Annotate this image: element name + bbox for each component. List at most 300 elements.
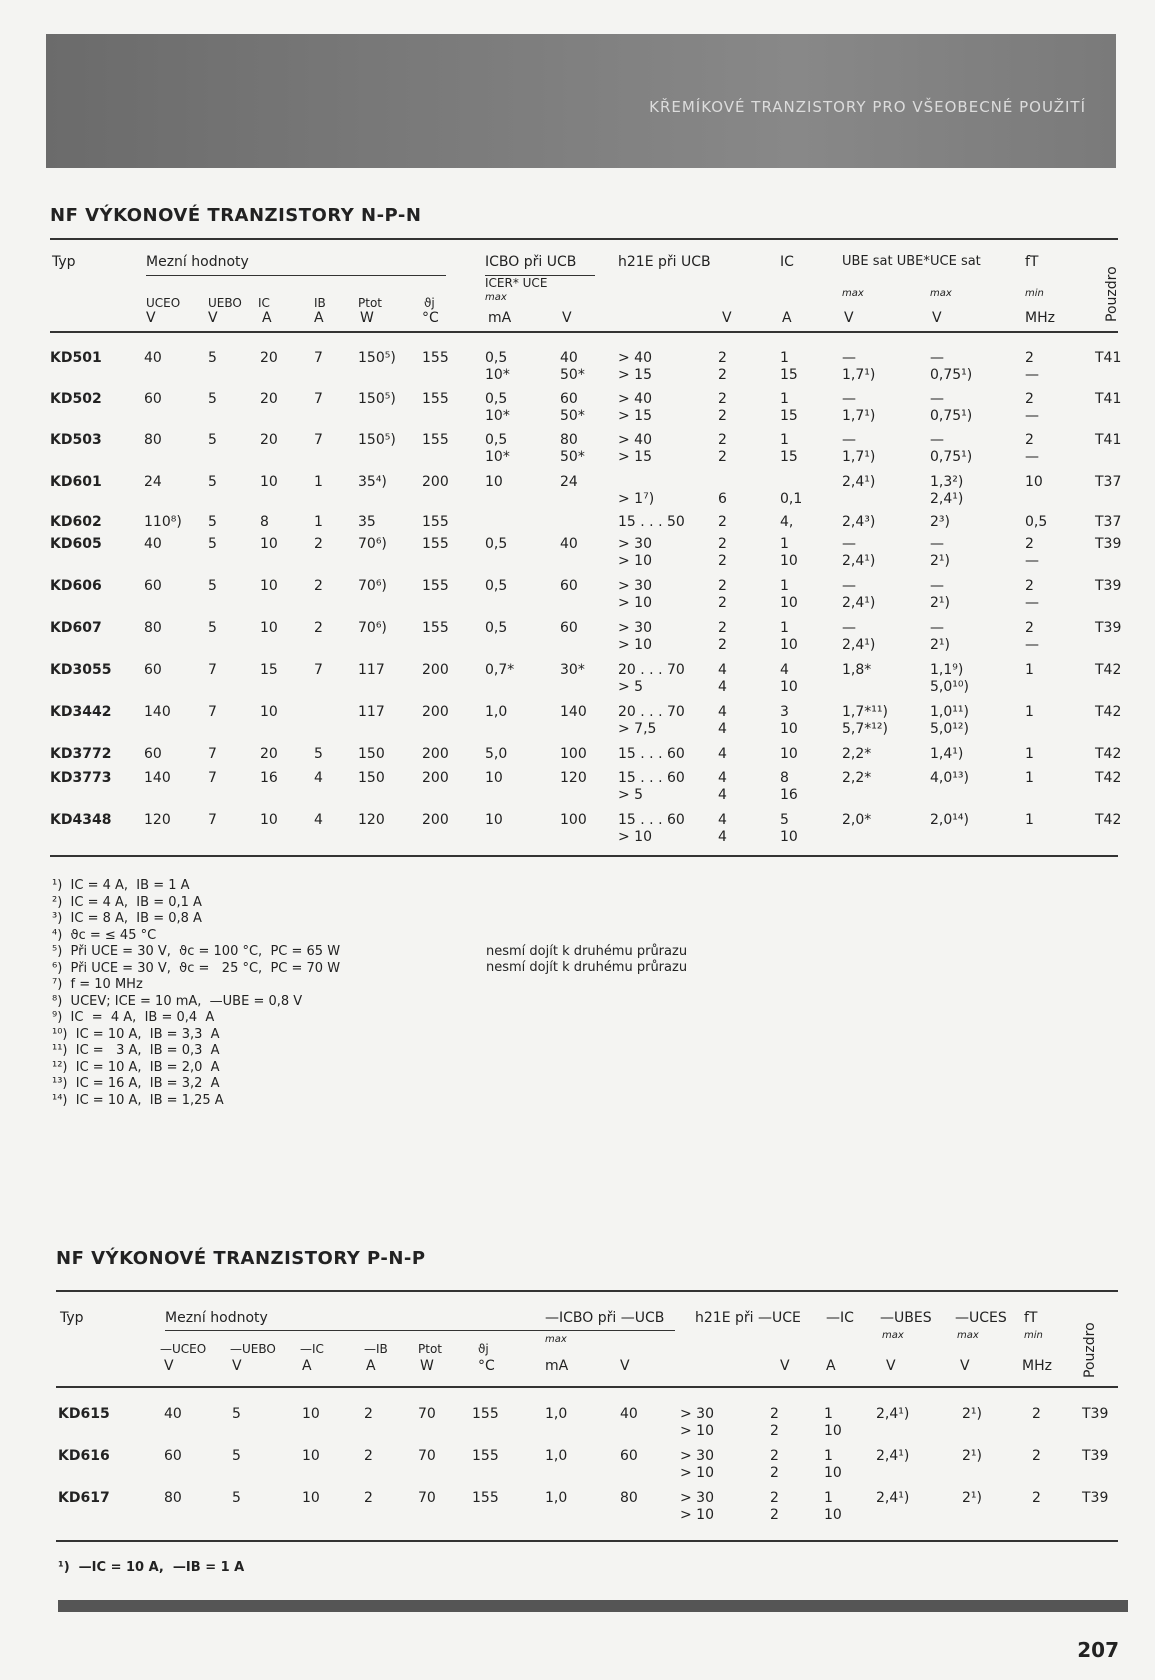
cell-ft: 2 — [1025,350,1039,383]
cell-tj: 155 [472,1406,499,1422]
cell-uce: — 2¹) [930,620,950,653]
cell-ube: — 2,4¹) [842,620,876,653]
cell-uh: 2 2 [770,1448,779,1481]
npn-hdr-icbo: ICBO při UCB [485,254,577,270]
cell-ib: 4 [314,812,323,828]
page-number: 207 [1077,1638,1119,1662]
cell-ube: 2,2* [842,746,872,762]
npn-hdr-mezni: Mezní hodnoty [146,254,249,270]
cell-uceo: 60 [144,746,162,762]
cell-ich: 4 10 [780,662,798,695]
cell-icbo: 0,5 [485,620,508,636]
cell-ib: 2 [314,620,323,636]
pnp-unit-4: W [420,1358,434,1374]
npn-hdr-ft: fT [1025,254,1039,270]
npn-top-rule [50,238,1118,240]
pnp-header-rule [56,1386,1118,1388]
cell-pouzdro: T41 [1095,432,1122,448]
cell-ich: 1 10 [824,1406,842,1439]
cell-h21e: > 30 > 10 [680,1406,714,1439]
npn-sub-uceo: UCEO [146,296,181,310]
cell-icbo: 0,5 [485,578,508,594]
cell-ich: 5 10 [780,812,798,845]
cell-uh: 2 2 [770,1406,779,1439]
pnp-sub-max1: max [545,1334,567,1345]
cell-uceo: 60 [164,1448,182,1464]
cell-ic: 16 [260,770,278,786]
cell-uebo: 5 [208,620,217,636]
cell-ft: 2 — [1025,391,1039,424]
cell-ic: 10 [302,1490,320,1506]
cell-uce: 2¹) [962,1448,982,1464]
npn-bottom-rule [50,855,1118,857]
cell-ich: 1 15 [780,432,798,465]
cell-uceo: 80 [164,1490,182,1506]
cell-ube: 2,4¹) [842,474,876,490]
pnp-hdr-ubes: —UBES [880,1310,932,1326]
pnp-unit-12: MHz [1022,1358,1052,1374]
cell-typ: KD4348 [50,812,112,828]
cell-ic: 20 [260,391,278,407]
cell-ube: 1,8* [842,662,872,678]
cell-h21e: > 30 > 10 [618,536,652,569]
pnp-sub-ib: —IB [364,1342,388,1356]
cell-uceo: 24 [144,474,162,490]
cell-ib: 7 [314,350,323,366]
cell-tj: 200 [422,812,449,828]
pnp-hdr-ic: —IC [826,1310,854,1326]
pnp-icbo-rule [545,1330,675,1331]
npn-unit-9: A [782,310,792,326]
cell-ptot: 35 [358,514,376,530]
cell-uebo: 5 [232,1406,241,1422]
footnote: ¹¹) IC = 3 A, IB = 0,3 A [52,1043,220,1058]
cell-ft: 2 — [1025,620,1039,653]
pnp-footnotes [58,1560,244,1577]
cell-h21e: > 30 > 10 [680,1448,714,1481]
footnote: ¹³) IC = 16 A, IB = 3,2 A [52,1076,220,1091]
cell-ucb: 60 [560,578,578,594]
cell-pouzdro: T37 [1095,514,1122,530]
cell-h21e: 15 . . . 60 > 5 [618,770,685,803]
cell-ube: 2,2* [842,770,872,786]
pnp-unit-10: V [886,1358,896,1374]
cell-ube: — 2,4¹) [842,578,876,611]
cell-uceo: 140 [144,770,171,786]
cell-uebo: 5 [208,350,217,366]
cell-uce: — 2¹) [930,536,950,569]
cell-icbo: 1,0 [485,704,508,720]
cell-tj: 155 [472,1490,499,1506]
pnp-hdr-icbo: —ICBO při —UCB [545,1310,665,1326]
npn-sub-ib: IB [314,296,326,310]
cell-uceo: 120 [144,812,171,828]
footnote: ⁶) Při UCE = 30 V, ϑc = 25 °C, PC = 70 W [52,960,341,976]
footnote: ¹²) IC = 10 A, IB = 2,0 A [52,1059,220,1075]
cell-icbo: 1,0 [545,1490,568,1506]
npn-unit-4: W [360,310,374,326]
cell-ib: 2 [364,1406,373,1422]
footnote: ⁹) IC = 4 A, IB = 0,4 A [52,1010,215,1025]
cell-ptot: 117 [358,662,385,678]
cell-ptot: 70⁶) [358,620,387,636]
cell-ptot: 120 [358,812,385,828]
pnp-hdr-h21e: h21E při —UCE [695,1310,801,1326]
cell-uh: 4 4 [718,662,727,695]
cell-ic: 15 [260,662,278,678]
cell-tj: 155 [422,350,449,366]
cell-uceo: 80 [144,432,162,448]
cell-typ: KD615 [58,1406,110,1422]
pnp-hdr-pouzdro: Pouzdro [1082,1322,1098,1378]
pnp-unit-6: mA [545,1358,569,1374]
cell-ic: 10 [260,704,278,720]
cell-uebo: 5 [208,578,217,594]
cell-ucb: 60 [620,1448,638,1464]
cell-pouzdro: T37 [1095,474,1122,490]
cell-typ: KD3055 [50,662,112,678]
cell-typ: KD601 [50,474,102,490]
npn-sub-min: min [1025,288,1044,299]
cell-icbo: 0,5 10* [485,391,510,424]
cell-uceo: 60 [144,578,162,594]
pnp-unit-1: V [232,1358,242,1374]
cell-uce: — 0,75¹) [930,350,973,383]
cell-pouzdro: T41 [1095,350,1122,366]
cell-ib: 2 [314,578,323,594]
footnote: ⁴) ϑc = ≤ 45 °C [52,927,157,943]
cell-ich: 1 15 [780,391,798,424]
cell-ich: 4, [780,514,794,530]
npn-unit-8: V [722,310,732,326]
npn-unit-3: A [314,310,324,326]
pnp-sub-max2: max [882,1330,904,1341]
cell-uebo: 7 [208,662,217,678]
cell-ic: 10 [260,474,278,490]
cell-tj: 200 [422,474,449,490]
cell-uh: 4 4 [718,770,727,803]
cell-ic: 20 [260,350,278,366]
cell-uceo: 140 [144,704,171,720]
cell-uce: 1,0¹¹) 5,0¹²) [930,704,969,737]
cell-typ: KD3442 [50,704,112,720]
pnp-mezni-rule [165,1330,545,1331]
pnp-unit-0: V [164,1358,174,1374]
header-banner [46,34,1116,168]
cell-uh: 2 2 [718,432,727,465]
cell-uce: — 0,75¹) [930,391,973,424]
cell-ft: 2 [1032,1406,1041,1422]
cell-ptot: 150⁵) [358,432,396,448]
cell-ib: 7 [314,432,323,448]
footnote: ⁷) f = 10 MHz [52,977,143,992]
cell-typ: KD617 [58,1490,110,1506]
npn-header-rule [50,331,1118,333]
npn-sub-uebo: UEBO [208,296,242,310]
npn-unit-10: V [844,310,854,326]
cell-typ: KD503 [50,432,102,448]
pnp-unit-9: A [826,1358,836,1374]
footnote: ⁸) UCEV; ICE = 10 mA, —UBE = 0,8 V [52,993,303,1009]
cell-ube: 2,4¹) [876,1490,910,1506]
footnote: ³) IC = 8 A, IB = 0,8 A [52,911,202,926]
cell-ft: 2 [1032,1490,1041,1506]
cell-ib: 2 [364,1490,373,1506]
cell-h21e: > 30 > 10 [618,620,652,653]
pnp-sub-ic: —IC [300,1342,324,1356]
cell-ich: 1 10 [824,1448,842,1481]
cell-ich: 1 10 [780,578,798,611]
cell-uh: 2 2 [718,391,727,424]
cell-pouzdro: T39 [1095,620,1122,636]
cell-ft: 1 [1025,746,1034,762]
cell-uh: 2 [718,514,727,530]
pnp-bottom-rule [56,1540,1118,1542]
cell-uce: 4,0¹³) [930,770,969,786]
cell-pouzdro: T39 [1082,1490,1109,1506]
cell-ube: 2,0* [842,812,872,828]
cell-uebo: 5 [208,536,217,552]
cell-ic: 10 [260,812,278,828]
cell-typ: KD606 [50,578,102,594]
cell-ft: 1 [1025,662,1034,678]
footnote: ¹) —IC = 10 A, —IB = 1 A [58,1560,245,1575]
pnp-unit-2: A [302,1358,312,1374]
cell-ft: 2 — [1025,536,1039,569]
cell-ube: 1,7*¹¹) 5,7*¹²) [842,704,888,737]
pnp-unit-5: °C [478,1358,495,1374]
cell-h21e: 20 . . . 70 > 7,5 [618,704,685,737]
npn-hdr-typ: Typ [52,254,76,270]
cell-uce: 2,0¹⁴) [930,812,969,828]
cell-uebo: 5 [232,1448,241,1464]
npn-hdr-uce: UCE sat [930,254,981,269]
cell-h21e: > 30 > 10 [618,578,652,611]
cell-uceo: 60 [144,391,162,407]
cell-tj: 155 [422,514,449,530]
cell-ib: 1 [314,514,323,530]
npn-unit-12: MHz [1025,310,1055,326]
cell-uce: — 0,75¹) [930,432,973,465]
cell-ucb: 40 50* [560,350,585,383]
npn-section-title: NF VÝKONOVÉ TRANZISTORY N-P-N [50,205,422,226]
pnp-hdr-mezni: Mezní hodnoty [165,1310,268,1326]
cell-ptot: 70⁶) [358,578,387,594]
cell-uce: 1,3²) 2,4¹) [930,474,964,507]
cell-ich: 0,1 [780,491,803,507]
pnp-sub-min: min [1024,1330,1043,1341]
cell-uceo: 40 [144,350,162,366]
npn-sub-ic: IC [258,296,270,310]
cell-ib: 2 [364,1448,373,1464]
cell-ube: 2,4¹) [876,1406,910,1422]
footnote: ¹⁴) IC = 10 A, IB = 1,25 A [52,1092,224,1108]
cell-icbo: 10 [485,770,503,786]
cell-pouzdro: T42 [1095,662,1122,678]
cell-ucb: 60 50* [560,391,585,424]
cell-icbo: 1,0 [545,1448,568,1464]
cell-ucb: 80 [620,1490,638,1506]
npn-sub-max1: max [485,292,507,303]
cell-pouzdro: T42 [1095,812,1122,828]
cell-h21e: > 40 > 15 [618,350,652,383]
cell-ic: 10 [260,578,278,594]
pnp-sub-tj: ϑj [478,1342,489,1356]
npn-hdr-icer: ICER* UCE [485,276,548,290]
cell-ptot: 150 [358,746,385,762]
cell-ptot: 70 [418,1406,436,1422]
cell-ptot: 70 [418,1448,436,1464]
cell-tj: 200 [422,662,449,678]
cell-ptot: 150⁵) [358,350,396,366]
footnote: ²) IC = 4 A, IB = 0,1 A [52,894,202,910]
cell-ucb: 30* [560,662,585,678]
cell-uebo: 5 [208,391,217,407]
cell-ich: 1 10 [780,536,798,569]
npn-mezni-rule [146,275,446,276]
npn-unit-1: V [208,310,218,326]
pnp-sub-uceo: —UCEO [160,1342,207,1356]
cell-uebo: 7 [208,746,217,762]
cell-ucb: 100 [560,812,587,828]
cell-typ: KD602 [50,514,102,530]
pnp-section-title: NF VÝKONOVÉ TRANZISTORY P-N-P [56,1248,426,1269]
cell-ft: 1 [1025,812,1034,828]
cell-ft: 0,5 [1025,514,1048,530]
npn-sub-tj: ϑj [424,296,435,310]
footnote: ¹⁰) IC = 10 A, IB = 3,3 A [52,1026,220,1042]
npn-side-note-5: nesmí dojít k druhému průrazu [486,944,688,959]
cell-ib: 1 [314,474,323,490]
npn-unit-2: A [262,310,272,326]
cell-pouzdro: T42 [1095,704,1122,720]
cell-uceo: 40 [164,1406,182,1422]
cell-ich: 1 15 [780,350,798,383]
cell-ft: 2 — [1025,432,1039,465]
cell-typ: KD3772 [50,746,112,762]
cell-uh: 4 4 [718,812,727,845]
cell-ucb: 60 [560,620,578,636]
cell-ptot: 70⁶) [358,536,387,552]
cell-pouzdro: T39 [1095,536,1122,552]
npn-hdr-pouzdro: Pouzdro [1104,266,1120,322]
npn-unit-6: mA [488,310,512,326]
cell-uh: 2 2 [718,620,727,653]
cell-uebo: 5 [208,514,217,530]
cell-ube: — 1,7¹) [842,350,876,383]
cell-ube: — 1,7¹) [842,391,876,424]
cell-typ: KD501 [50,350,102,366]
cell-ft: 1 [1025,770,1034,786]
pnp-sub-ptot: Ptot [418,1342,442,1356]
cell-icbo: 0,5 10* [485,350,510,383]
cell-tj: 155 [422,620,449,636]
cell-ib: 7 [314,662,323,678]
pnp-sub-uebo: —UEBO [230,1342,276,1356]
cell-tj: 200 [422,704,449,720]
banner-title: KŘEMÍKOVÉ TRANZISTORY PRO VŠEOBECNÉ POUŽITÍ [649,98,1086,116]
pnp-unit-7: V [620,1358,630,1374]
cell-uh: 2 2 [718,578,727,611]
cell-pouzdro: T41 [1095,391,1122,407]
cell-tj: 155 [422,432,449,448]
cell-ib: 4 [314,770,323,786]
npn-side-note-6: nesmí dojít k druhému průrazu [486,960,688,975]
pnp-hdr-ft: fT [1024,1310,1038,1326]
cell-uh: 2 2 [770,1490,779,1523]
cell-ib: 5 [314,746,323,762]
cell-uh: 4 [718,746,727,762]
cell-uceo: 80 [144,620,162,636]
cell-ucb: 120 [560,770,587,786]
cell-ich: 10 [780,746,798,762]
cell-pouzdro: T39 [1095,578,1122,594]
npn-unit-7: V [562,310,572,326]
cell-ptot: 35⁴) [358,474,387,490]
cell-uebo: 7 [208,704,217,720]
cell-ube: — 1,7¹) [842,432,876,465]
cell-ich: 8 16 [780,770,798,803]
cell-icbo: 0,5 [485,536,508,552]
cell-h21e: 15 . . . 60 [618,746,685,762]
cell-ucb: 100 [560,746,587,762]
cell-ic: 10 [260,620,278,636]
cell-uce: 2¹) [962,1406,982,1422]
cell-ft: 2 [1032,1448,1041,1464]
cell-h21e: 15 . . . 50 [618,514,685,530]
cell-ic: 20 [260,746,278,762]
cell-icbo: 0,5 10* [485,432,510,465]
cell-uebo: 7 [208,770,217,786]
cell-typ: KD502 [50,391,102,407]
footer-bar [58,1600,1128,1612]
cell-uebo: 5 [232,1490,241,1506]
cell-pouzdro: T42 [1095,746,1122,762]
cell-tj: 155 [472,1448,499,1464]
cell-ic: 10 [302,1406,320,1422]
cell-tj: 155 [422,391,449,407]
cell-pouzdro: T39 [1082,1448,1109,1464]
cell-pouzdro: T42 [1095,770,1122,786]
pnp-unit-11: V [960,1358,970,1374]
footnote: ¹) IC = 4 A, IB = 1 A [52,878,190,893]
cell-ib: 7 [314,391,323,407]
pnp-unit-3: A [366,1358,376,1374]
cell-uceo: 40 [144,536,162,552]
npn-sub-ptot: Ptot [358,296,382,310]
pnp-top-rule [56,1290,1118,1292]
cell-uh: 2 2 [718,350,727,383]
cell-uebo: 5 [208,432,217,448]
npn-sub-max2: max [842,288,864,299]
cell-uceo: 110⁸) [144,514,182,530]
cell-ptot: 70 [418,1490,436,1506]
cell-ucb: 24 [560,474,578,490]
pnp-unit-8: V [780,1358,790,1374]
cell-typ: KD605 [50,536,102,552]
cell-icbo: 10 [485,812,503,828]
pnp-hdr-uces: —UCES [955,1310,1007,1326]
cell-ib: 2 [314,536,323,552]
cell-uebo: 7 [208,812,217,828]
npn-footnotes [52,878,340,1109]
cell-ube: 2,4³) [842,514,876,530]
cell-ich: 1 10 [780,620,798,653]
cell-uh: 2 2 [718,536,727,569]
cell-uh: 6 [718,491,727,507]
cell-uce: 1,4¹) [930,746,964,762]
cell-tj: 155 [422,578,449,594]
